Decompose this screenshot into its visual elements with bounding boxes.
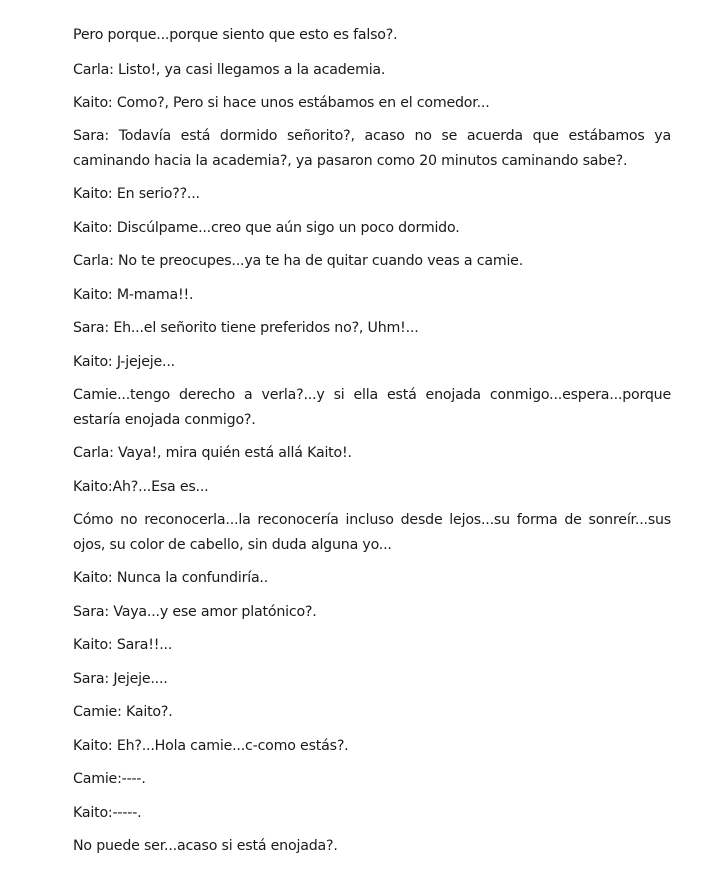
paragraph: Kaito: En serio??... [73,186,200,202]
paragraph: Kaito: Sara!!... [73,637,173,653]
paragraph: Camie...tengo derecho a verla?...y si ella está enojada conmigo...espera...porque estaría enojada conmigo?. [73,387,671,428]
paragraph: Kaito: Eh?...Hola camie...c-como estás?. [73,738,349,754]
paragraph: Sara: Eh...el señorito tiene preferidos no?, Uhm!... [73,320,419,336]
paragraph: Kaito: J-jejeje... [73,354,175,370]
paragraph: Kaito: Nunca la confundiría.. [73,570,269,586]
paragraph: Sara: Todavía está dormido señorito?, acaso no se acuerda que estábamos ya caminando hacia la academia?, ya pasaron como 20 minutos caminando sabe?. [73,128,671,169]
paragraph: Kaito:Ah?...Esa es... [73,479,209,495]
paragraph: Sara: Vaya...y ese amor platónico?. [73,604,317,620]
paragraph: Camie: Kaito?. [73,704,173,720]
paragraph: Pero porque...porque siento que esto es falso?. [73,27,398,43]
paragraph: Carla: Vaya!, mira quién está allá Kaito!. [73,445,352,461]
paragraph: No puede ser...acaso si está enojada?. [73,838,338,854]
paragraph: Camie:----. [73,771,146,787]
paragraph: Kaito:-----. [73,805,142,821]
paragraph: Carla: No te preocupes...ya te ha de quitar cuando veas a camie. [73,253,524,269]
paragraph: Kaito: Como?, Pero si hace unos estábamos en el comedor... [73,95,490,111]
paragraph: Sara: Jejeje.... [73,671,168,687]
paragraph: Cómo no reconocerla...la reconocería incluso desde lejos...su forma de sonreír...sus ojos, su color de cabello, sin duda alguna yo... [73,512,671,553]
paragraph: Carla: Listo!, ya casi llegamos a la academia. [73,62,386,78]
paragraph: Kaito: M-mama!!. [73,287,194,303]
paragraph: Kaito: Discúlpame...creo que aún sigo un poco dormido. [73,220,460,236]
